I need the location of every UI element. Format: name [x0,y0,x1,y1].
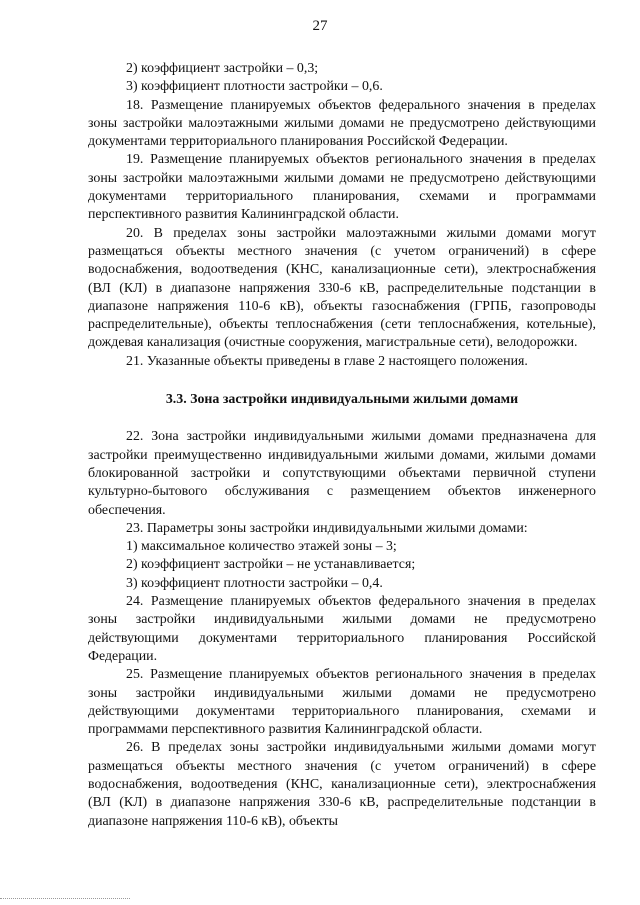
paragraph: 3) коэффициент плотности застройки – 0,4. [126,575,383,591]
paragraph: 22. Зона застройки индивидуальными жилыми домами предназначена для застройки преимущественно индивидуальными жилыми домами, жилыми домами блокированной застройки и сопутствующими объектами первичной ступени культурно-бытового обслуживания с размещением объектов инженерного обеспечения. [88,429,596,518]
paragraph: 2) коэффициент застройки – не устанавливается; [126,557,416,573]
document-body [88,60,596,831]
paragraph: 21. Указанные объекты приведены в главе 2 настоящего положения. [126,353,528,369]
paragraph: 18. Размещение планируемых объектов федерального значения в пределах зоны застройки малоэтажными жилыми домами не предусмотрено действующими документами территориального планирования Российской Федерации. [88,97,596,150]
section-heading: 3.3. Зона застройки индивидуальными жилыми домами [165,392,519,408]
paragraph: 1) максимальное количество этажей зоны – 3; [126,539,397,555]
paragraph: 23. Параметры зоны застройки индивидуальными жилыми домами: [126,520,528,536]
paragraph: 20. В пределах зоны застройки малоэтажными жилыми домами могут размещаться объекты местного значения (с учетом ограничений) в сфере водоснабжения, водоотведения (КНС, канализационные сети), электроснабжения (ВЛ (КЛ) в диапазоне напряжения 330-6 кВ, распределительные подстанции в диапазоне напряжения 110-6 кВ), объекты газоснабжения (ГРПБ, газопроводы распределительные), объекты теплоснабжения (сети теплоснабжения, котельные), дождевая канализация (очистные сооружения, магистральные сети), велодорожки. [88,225,596,351]
paragraph: 26. В пределах зоны застройки индивидуальными жилыми домами могут размещаться объекты местного значения (с учетом ограничений) в сфере водоснабжения, водоотведения (КНС, канализационные сети), электроснабжения (ВЛ (КЛ) в диапазоне напряжения 330-6 кВ, распределительные подстанции в диапазоне напряжения 110-6 кВ), объекты [88,740,596,829]
scan-edge-line [0,898,130,899]
paragraph: 25. Размещение планируемых объектов регионального значения в пределах зоны застройки индивидуальными жилыми домами не предусмотрено действующими документами территориального планирования, схемами и программами перспективного развития Калининградской области. [88,667,596,738]
paragraph: 24. Размещение планируемых объектов федерального значения в пределах зоны застройки индивидуальными жилыми домами не предусмотрено действующими документами территориального планирования Российской Федерации. [88,594,596,664]
paragraph: 3) коэффициент плотности застройки – 0,6. [126,79,383,95]
paragraph: 19. Размещение планируемых объектов регионального значения в пределах зоны застройки малоэтажными жилыми домами не предусмотрено действующими документами территориального планирования, схемами и программами перспективного развития Калининградской области. [88,152,596,223]
paragraph: 2) коэффициент застройки – 0,3; [126,61,319,76]
page-number: 27 [312,18,328,34]
